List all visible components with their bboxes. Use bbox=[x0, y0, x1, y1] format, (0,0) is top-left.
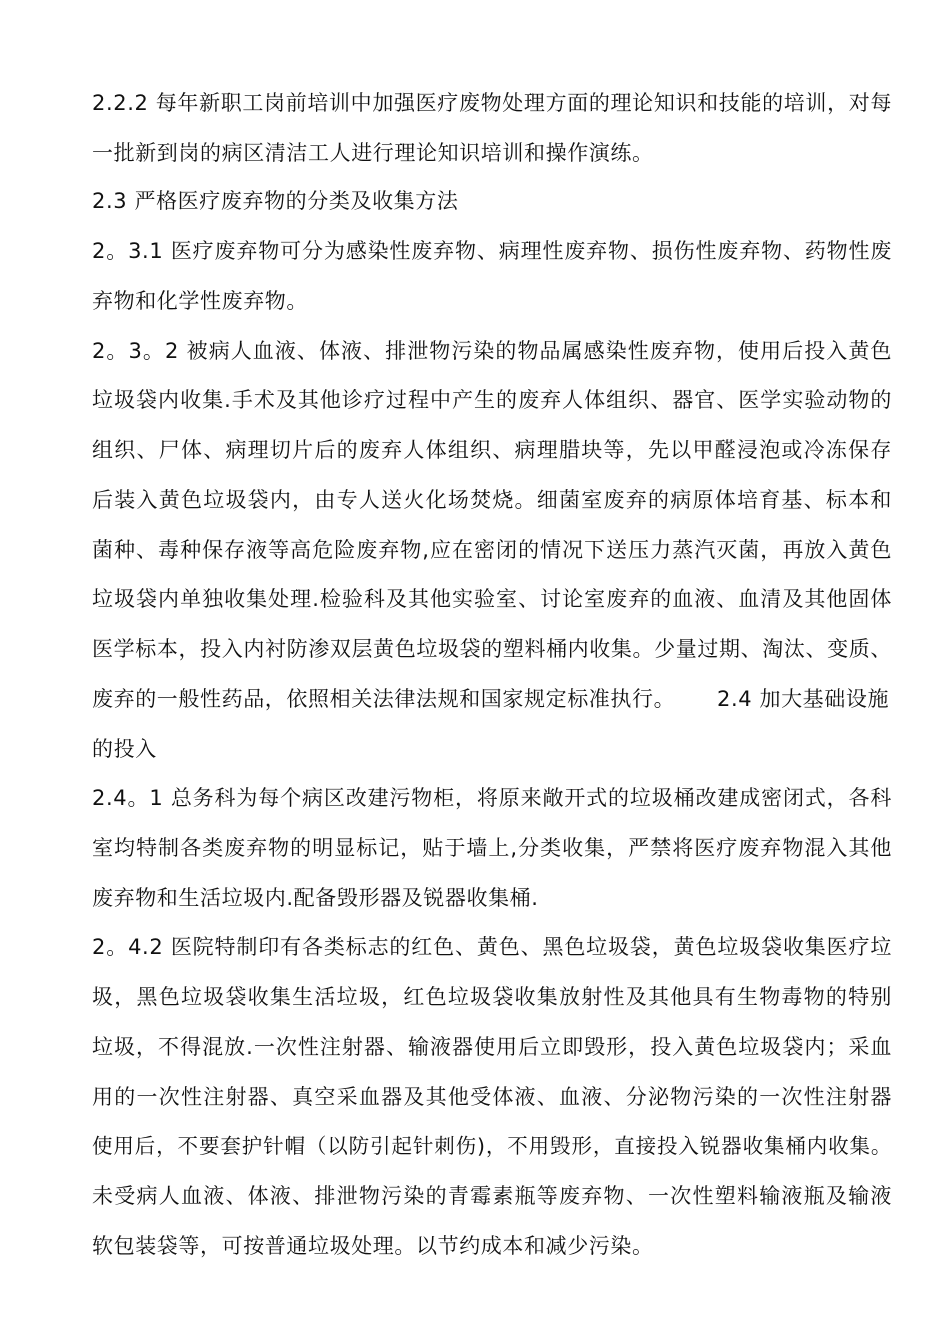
text-line: 室均特制各类废弃物的明显标记，贴于墙上,分类收集，严禁将医疗废弃物混入其他 bbox=[92, 836, 892, 860]
text-line: 2。4.2 医院特制印有各类标志的红色、黄色、黑色垃圾袋，黄色垃圾袋收集医疗垃 bbox=[92, 935, 892, 959]
section-heading: 2.3 严格医疗废弃物的分类及收集方法 bbox=[92, 189, 459, 213]
text-line: 使用后，不要套护针帽（以防引起针刺伤)，不用毁形，直接投入锐器收集桶内收集。 bbox=[92, 1134, 892, 1158]
section-heading-continued: 的投入 bbox=[92, 737, 157, 761]
text-line: 废弃物和生活垃圾内.配备毁形器及锐器收集桶. bbox=[92, 886, 539, 910]
text-line: 菌种、毒种保存液等高危险废弃物,应在密闭的情况下送压力蒸汽灭菌，再放入黄色 bbox=[92, 538, 892, 562]
text-line: 2.2.2 每年新职工岗前培训中加强医疗废物处理方面的理论知识和技能的培训，对每 bbox=[92, 91, 892, 115]
text-line: 废弃的一般性药品，依照相关法律法规和国家规定标准执行。 bbox=[92, 687, 676, 711]
text-line: 2。3.1 医疗废弃物可分为感染性废弃物、病理性废弃物、损伤性废弃物、药物性废 bbox=[92, 239, 892, 263]
text-line: 用的一次性注射器、真空采血器及其他受体液、血液、分泌物污染的一次性注射器 bbox=[92, 1085, 892, 1109]
text-line: 圾，黑色垃圾袋收集生活垃圾，红色垃圾袋收集放射性及其他具有生物毒物的特别 bbox=[92, 985, 892, 1009]
text-line: 弃物和化学性废弃物。 bbox=[92, 289, 308, 313]
text-line: 垃圾袋内收集.手术及其他诊疗过程中产生的废弃人体组织、器官、医学实验动物的 bbox=[92, 388, 892, 412]
text-line: 医学标本，投入内衬防渗双层黄色垃圾袋的塑料桶内收集。少量过期、淘汰、变质、 bbox=[92, 637, 892, 661]
text-line: 一批新到岗的病区清洁工人进行理论知识培训和操作演练。 bbox=[92, 141, 654, 165]
text-line: 2。3。2 被病人血液、体液、排泄物污染的物品属感染性废弃物，使用后投入黄色 bbox=[92, 339, 892, 363]
text-line: 垃圾，不得混放.一次性注射器、输液器使用后立即毁形，投入黄色垃圾袋内；采血 bbox=[92, 1035, 892, 1059]
text-line: 后装入黄色垃圾袋内，由专人送火化场焚烧。细菌室废弃的病原体培育基、标本和 bbox=[92, 488, 892, 512]
text-line: 未受病人血液、体液、排泄物污染的青霉素瓶等废弃物、一次性塑料输液瓶及输液 bbox=[92, 1184, 892, 1208]
text-line: 组织、尸体、病理切片后的废弃人体组织、病理腊块等，先以甲醛浸泡或冷冻保存 bbox=[92, 438, 892, 462]
section-heading: 2.4 加大基础设施 bbox=[717, 687, 890, 711]
text-line: 2.4。1 总务科为每个病区改建污物柜，将原来敞开式的垃圾桶改建成密闭式，各科 bbox=[92, 786, 892, 810]
text-line: 软包装袋等，可按普通垃圾处理。以节约成本和减少污染。 bbox=[92, 1234, 654, 1258]
text-line: 垃圾袋内单独收集处理.检验科及其他实验室、讨论室废弃的血液、血清及其他固体 bbox=[92, 587, 892, 611]
